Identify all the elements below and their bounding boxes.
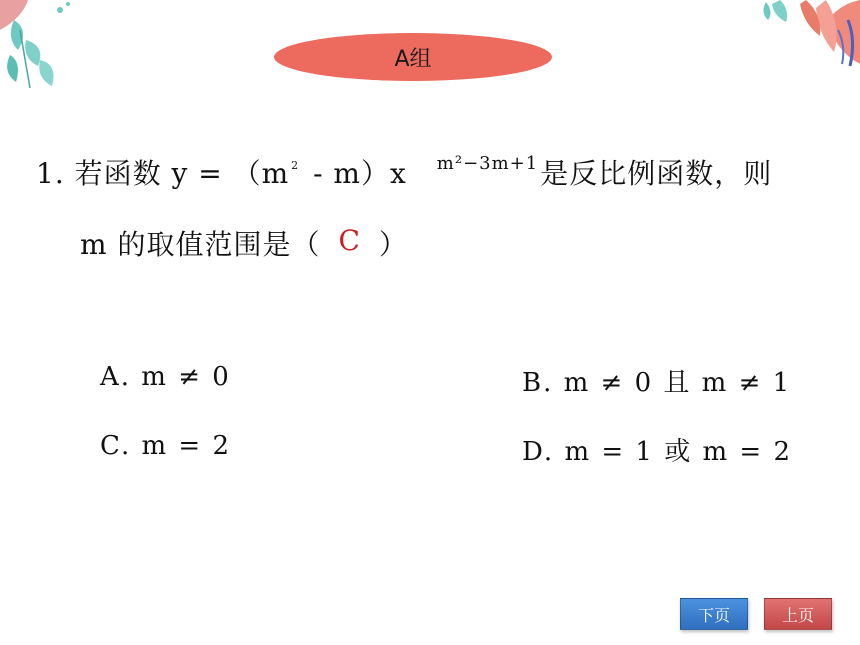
next-page-label: 下页	[697, 605, 730, 625]
next-page-button[interactable]	[680, 598, 748, 630]
option-c: C. m = 2	[100, 431, 232, 461]
question-line2-suffix: ）	[378, 228, 408, 261]
previous-page-button[interactable]	[764, 598, 832, 630]
question-number: 1.	[36, 157, 65, 190]
group-label-pill	[274, 33, 552, 81]
group-label: A组	[394, 46, 432, 72]
option-b: B. m ≠ 0 且 m ≠ 1	[522, 368, 792, 398]
leaf-decoration-right-icon	[730, 0, 860, 70]
question-text-a: 若函数 y = （m	[74, 157, 290, 190]
previous-page-label: 上页	[781, 605, 814, 625]
question-superscript: 2	[291, 159, 300, 172]
question-line2-prefix: m 的取值范围是（	[80, 228, 321, 261]
question-text-c: 是反比例函数，则	[540, 157, 773, 190]
leaf-decoration-left-icon	[0, 0, 80, 95]
question-line-2	[80, 223, 408, 263]
option-a: A. m ≠ 0	[100, 362, 231, 392]
question-exponent: m²−3m+1	[436, 153, 539, 174]
question-text-b: - m）x	[303, 157, 407, 190]
question-line-1	[36, 152, 772, 192]
answer-text: C	[338, 224, 361, 257]
option-d: D. m = 1 或 m = 2	[522, 437, 792, 467]
